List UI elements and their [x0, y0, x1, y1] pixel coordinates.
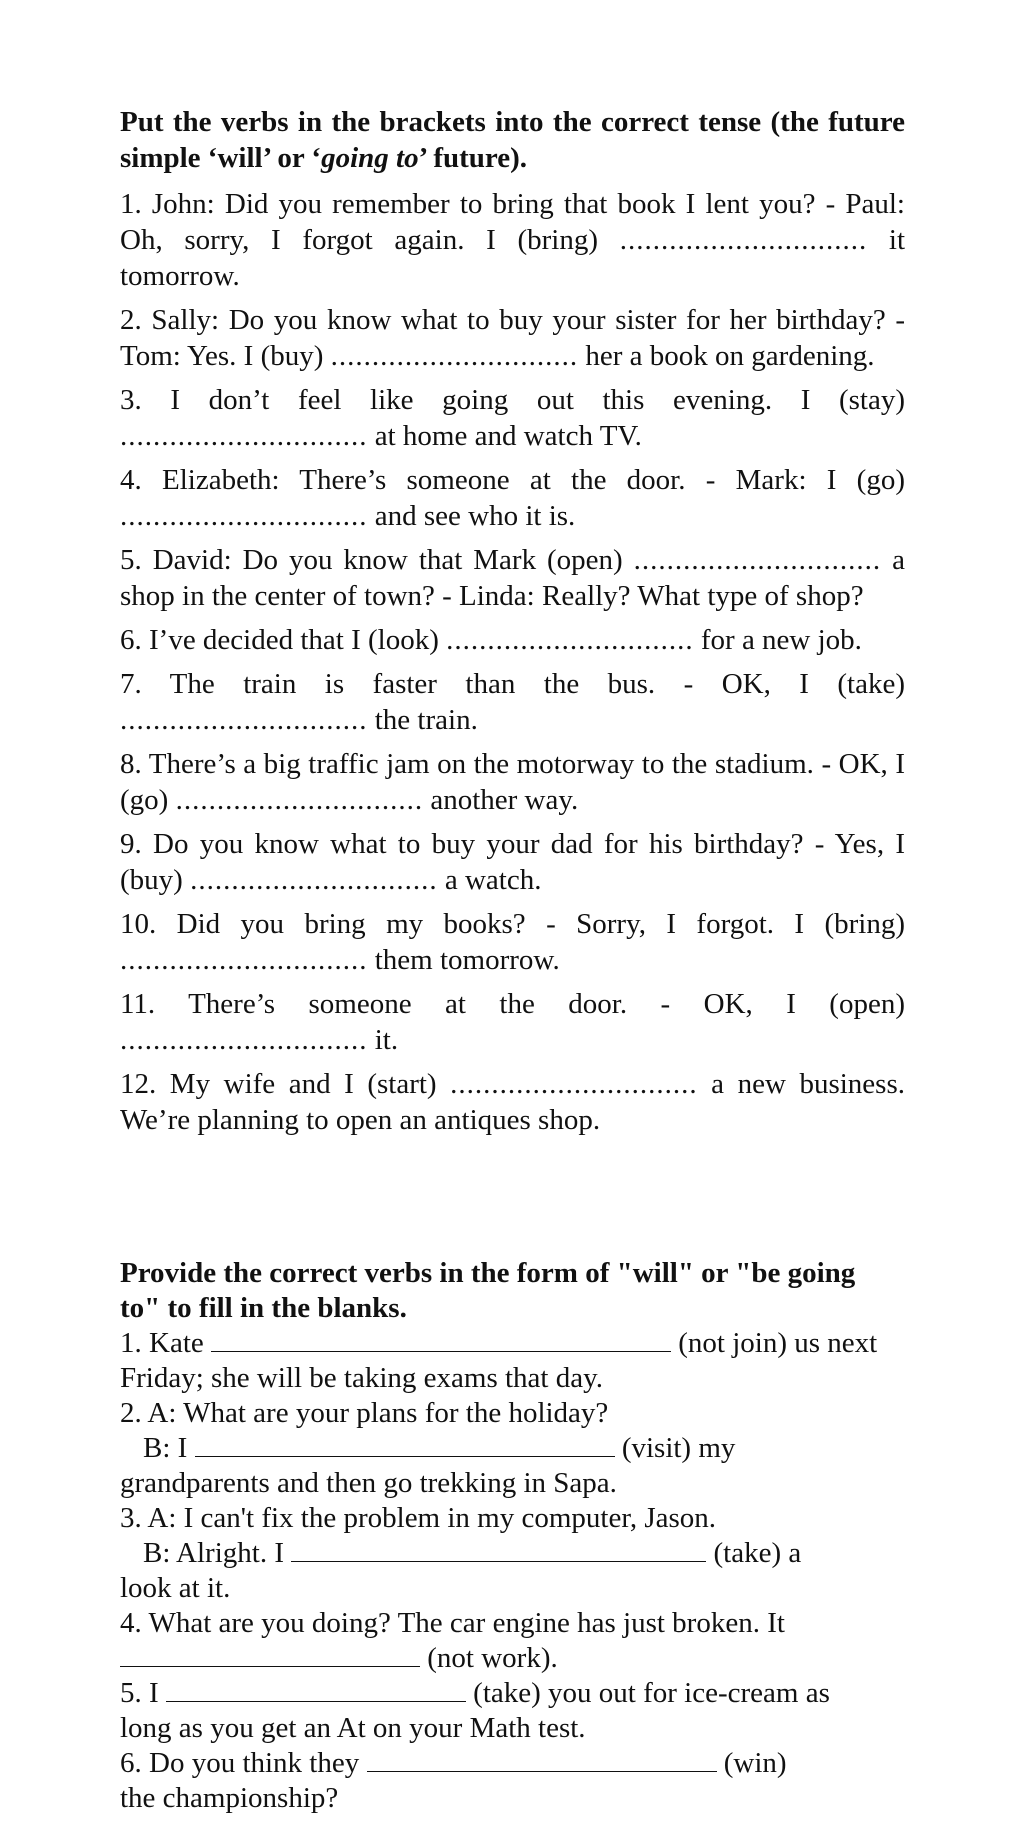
exercise-item-7	[120, 666, 905, 738]
item-text: (visit) my	[621, 1432, 736, 1464]
answer-line[interactable]	[195, 1455, 615, 1457]
answer-line[interactable]	[367, 1770, 717, 1772]
answer-blank[interactable]: ..............................	[619, 224, 868, 256]
item-text: 11. There’s someone at the door. - OK, I (open)	[120, 988, 905, 1020]
exercise-item-1	[120, 186, 905, 294]
item-text: 8. There’s a big traffic jam on the motorway to the stadium. - OK, I (go)	[120, 748, 905, 816]
item-text: 2. Sally: Do you know what to buy your sister for her birthday? - Tom: Yes. I (buy)	[120, 304, 905, 372]
item-text: 5. I	[120, 1677, 159, 1709]
item-text: it tomorrow.	[120, 224, 906, 292]
answer-line[interactable]	[291, 1560, 706, 1562]
item-text: at home and watch TV.	[374, 420, 642, 452]
answer-blank[interactable]: ..............................	[175, 784, 424, 816]
item-text: 1. John: Did you remember to bring that book I lent you? - Paul: Oh, sorry, I forgot again. I (bring)	[120, 188, 905, 256]
answer-line[interactable]	[120, 1665, 420, 1667]
section2-title-line2: to" to fill in the blanks.	[120, 1292, 407, 1324]
fill-item-5	[120, 1676, 905, 1746]
answer-line[interactable]	[166, 1700, 466, 1702]
item-text: (win)	[723, 1747, 787, 1779]
section1-title-italic: going to	[321, 142, 419, 174]
answer-line[interactable]	[211, 1350, 671, 1352]
exercise-item-4	[120, 462, 905, 534]
fill-item-3	[120, 1501, 905, 1606]
section1-title	[120, 104, 905, 176]
item-text: (take) you out for ice-cream as	[473, 1677, 830, 1709]
exercise-item-10	[120, 906, 905, 978]
item-text: (take) a	[713, 1537, 802, 1569]
item-text: the championship?	[120, 1782, 339, 1814]
item-text: a watch.	[444, 864, 542, 896]
answer-blank[interactable]: ..............................	[120, 944, 368, 976]
section2-title-line1: Provide the correct verbs in the form of "will" or "be going	[120, 1257, 856, 1289]
item-text: another way.	[430, 784, 579, 816]
answer-blank[interactable]: ..............................	[190, 864, 438, 896]
item-text: (not join) us next	[678, 1327, 878, 1359]
item-text: the train.	[374, 704, 478, 736]
item-text: and see who it is.	[374, 500, 576, 532]
item-text: 4. Elizabeth: There’s someone at the door. - Mark: I (go)	[120, 464, 905, 496]
section1-title-part1: Put the verbs in the brackets into the correct tense (the	[120, 106, 819, 138]
item-text: 9. Do you know what to buy your dad for his birthday? - Yes, I (buy)	[120, 828, 905, 896]
item-text: them tomorrow.	[374, 944, 560, 976]
answer-blank[interactable]: ..............................	[330, 340, 579, 372]
exercise-item-8	[120, 746, 905, 818]
fill-item-2	[120, 1396, 905, 1501]
exercise-item-5	[120, 542, 905, 614]
item-text: look at it.	[120, 1572, 231, 1604]
item-text: a new business. We’re planning to open an antiques shop.	[120, 1068, 905, 1136]
item-text: 1. Kate	[120, 1327, 204, 1359]
item-text: 12. My wife and I (start)	[120, 1068, 437, 1100]
exercise-item-11	[120, 986, 905, 1058]
item-text: 5. David: Do you know that Mark (open)	[120, 544, 623, 576]
item-text: Friday; she will be taking exams that day.	[120, 1362, 603, 1394]
answer-blank[interactable]: ..............................	[120, 420, 368, 452]
item-text: 6. Do you think they	[120, 1747, 360, 1779]
exercise-item-2	[120, 302, 905, 374]
answer-blank[interactable]: ..............................	[120, 500, 368, 532]
item-text: long as you get an At on your Math test.	[120, 1712, 586, 1744]
fill-item-1	[120, 1326, 905, 1396]
answer-blank[interactable]: ..............................	[450, 1068, 698, 1100]
item-text: 4. What are you doing? The car engine has just broken. It	[120, 1607, 785, 1639]
item-text: 10. Did you bring my books? - Sorry, I forgot. I (bring)	[120, 908, 905, 940]
section2-title	[120, 1256, 905, 1326]
exercise-item-6	[120, 622, 905, 658]
item-text: a shop in the center of town? - Linda: Really? What type of shop?	[120, 544, 905, 612]
fill-item-6	[120, 1746, 905, 1816]
item-text: it.	[374, 1024, 399, 1056]
item-text: B: I	[143, 1432, 188, 1464]
answer-blank[interactable]: ..............................	[120, 1024, 368, 1056]
fill-item-4	[120, 1606, 905, 1676]
section1-title-part2: future simple ‘will’ or ‘	[120, 106, 905, 174]
item-text: for a new job.	[700, 624, 862, 656]
item-text: 3. I don’t feel like going out this evening. I (stay)	[120, 384, 905, 416]
item-text: 3. A: I can't fix the problem in my computer, Jason.	[120, 1502, 717, 1534]
item-text: (not work).	[427, 1642, 558, 1674]
item-text: 2. A: What are your plans for the holiday?	[120, 1397, 609, 1429]
section2-exercises	[120, 1326, 905, 1816]
answer-blank[interactable]: ..............................	[633, 544, 882, 576]
item-text: 7. The train is faster than the bus. - OK, I (take)	[120, 668, 905, 700]
section1-exercises	[120, 186, 905, 1146]
item-text: grandparents and then go trekking in Sapa.	[120, 1467, 617, 1499]
item-text: 6. I’ve decided that I (look)	[120, 624, 439, 656]
answer-blank[interactable]: ..............................	[120, 704, 368, 736]
exercise-item-3	[120, 382, 905, 454]
item-text: her a book on gardening.	[585, 340, 875, 372]
item-text: B: Alright. I	[143, 1537, 284, 1569]
answer-blank[interactable]: ..............................	[446, 624, 694, 656]
section1-title-part3: ’ future).	[418, 142, 528, 174]
exercise-item-12	[120, 1066, 905, 1138]
exercise-item-9	[120, 826, 905, 898]
